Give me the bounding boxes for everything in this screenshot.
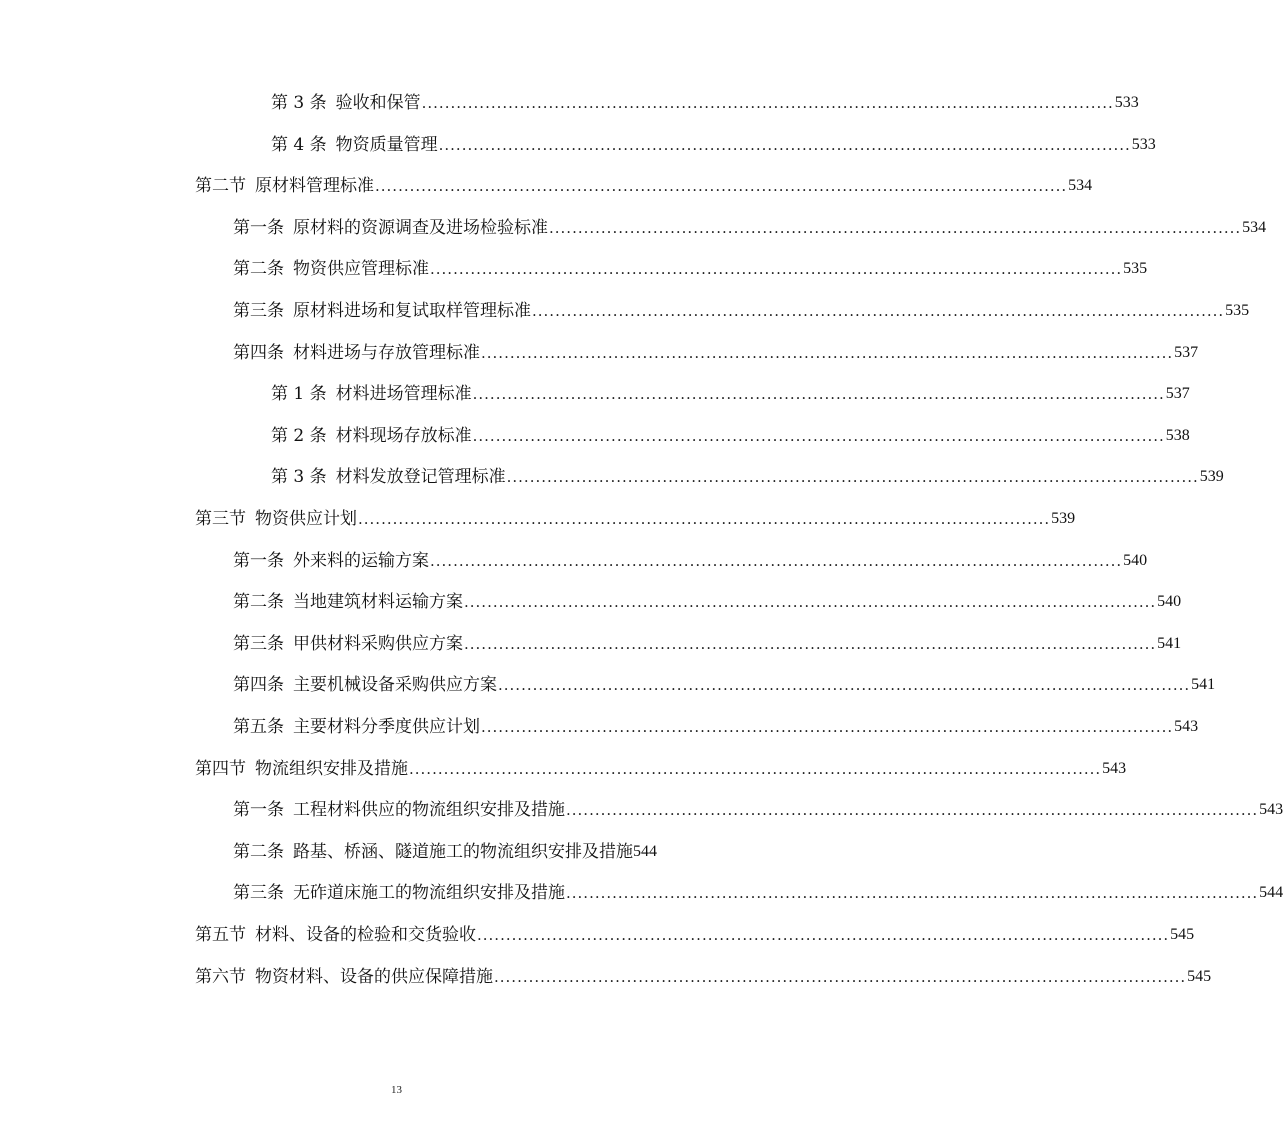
toc-dot-leader: ........................................................................................................................ — [438, 136, 1131, 154]
toc-entry[interactable] — [195, 920, 1195, 946]
page-number: 13 — [391, 1084, 402, 1096]
toc-entry-title: 材料发放登记管理标准 — [335, 467, 506, 487]
toc-entry[interactable] — [233, 338, 1199, 364]
toc-entry-number: 第五条 — [233, 717, 284, 737]
toc-dot-leader: ........................................................................................................................ — [421, 94, 1114, 112]
toc-entry-page: 535 — [1225, 302, 1250, 319]
toc-entry-page: 538 — [1165, 427, 1190, 444]
toc-entry-page: 540 — [1123, 552, 1148, 569]
toc-entry-number: 第二条 — [233, 259, 284, 279]
toc-entry-number: 第 3 条 — [271, 93, 327, 113]
toc-dot-leader: ........................................................................................................................ — [358, 510, 1051, 528]
toc-dot-leader: ........................................................................................................................ — [481, 344, 1174, 362]
toc-entry-title: 材料进场管理标准 — [335, 384, 472, 404]
toc-dot-leader: ........................................................................................................................ — [430, 552, 1123, 570]
toc-entry-page: 543 — [1102, 760, 1127, 777]
toc-entry[interactable] — [233, 670, 1216, 696]
toc-entry-title: 材料进场与存放管理标准 — [293, 343, 480, 363]
toc-entry-page: 540 — [1157, 593, 1182, 610]
toc-entry[interactable] — [271, 462, 1224, 488]
toc-entry-number: 第一条 — [233, 551, 284, 571]
toc-entry[interactable] — [271, 421, 1190, 447]
toc-entry-page: 539 — [1051, 510, 1076, 527]
toc-entry-title: 外来料的运输方案 — [293, 551, 429, 571]
toc-entry-number: 第四节 — [195, 759, 246, 779]
toc-entry-page: 537 — [1174, 344, 1199, 361]
toc-entry[interactable] — [233, 546, 1148, 572]
toc-dot-leader: ........................................................................................................................ — [375, 177, 1068, 195]
toc-entry[interactable] — [195, 962, 1212, 988]
toc-entry-number: 第三条 — [233, 883, 284, 903]
toc-dot-leader: ........................................................................................................................ — [472, 427, 1165, 445]
toc-entry-number: 第 4 条 — [271, 135, 327, 155]
toc-entry-number: 第三节 — [195, 509, 246, 529]
toc-entry-page: 541 — [1157, 635, 1182, 652]
toc-entry-page: 544 — [633, 843, 657, 860]
toc-entry-number: 第三条 — [233, 301, 284, 321]
toc-dot-leader: ........................................................................................................................ — [549, 219, 1242, 237]
toc-entry-number: 第二节 — [195, 176, 246, 196]
toc-entry-title: 当地建筑材料运输方案 — [293, 592, 463, 612]
toc-entry-page: 545 — [1187, 968, 1212, 985]
toc-entry-number: 第二条 — [233, 842, 284, 862]
toc-entry[interactable] — [271, 130, 1156, 156]
toc-entry-page: 543 — [1174, 718, 1199, 735]
toc-entry-page: 539 — [1199, 468, 1224, 485]
toc-dot-leader: ........................................................................................................................ — [506, 468, 1199, 486]
toc-entry[interactable] — [271, 88, 1139, 114]
toc-entry-title: 原材料管理标准 — [255, 176, 374, 196]
toc-entry[interactable] — [195, 754, 1127, 780]
toc-dot-leader: ........................................................................................................................ — [494, 968, 1187, 986]
toc-entry-page: 534 — [1242, 219, 1267, 236]
toc-entry-title: 材料、设备的检验和交货验收 — [255, 925, 476, 945]
toc-entry-title: 主要机械设备采购供应方案 — [293, 675, 497, 695]
toc-entry[interactable] — [233, 213, 1267, 239]
toc-entry-page: 544 — [1259, 884, 1283, 901]
toc-entry-title: 物资质量管理 — [335, 135, 438, 155]
toc-dot-leader: ........................................................................................................................ — [532, 302, 1225, 320]
toc-entry-page: 545 — [1170, 926, 1195, 943]
toc-dot-leader: ........................................................................................................................ — [464, 593, 1157, 611]
toc-entry-number: 第一条 — [233, 800, 284, 820]
toc-entry[interactable] — [233, 254, 1148, 280]
toc-entry[interactable] — [233, 837, 672, 863]
toc-entry-number: 第 3 条 — [271, 467, 327, 487]
toc-entry-title: 主要材料分季度供应计划 — [293, 717, 480, 737]
toc-entry-title: 物流组织安排及措施 — [255, 759, 408, 779]
toc-entry[interactable] — [195, 171, 1093, 197]
toc-entry[interactable] — [233, 712, 1199, 738]
toc-entry-number: 第五节 — [195, 925, 246, 945]
toc-entry-number: 第四条 — [233, 343, 284, 363]
toc-entry[interactable] — [233, 587, 1182, 613]
toc-entry-page: 543 — [1259, 801, 1283, 818]
toc-dot-leader: ........................................................................................................................ — [430, 260, 1123, 278]
toc-dot-leader: ........................................................................................................................ — [498, 676, 1191, 694]
toc-entry-page: 541 — [1191, 676, 1216, 693]
toc-dot-leader: ........................................................................................................................ — [566, 884, 1259, 902]
toc-entry-title: 工程材料供应的物流组织安排及措施 — [293, 800, 565, 820]
toc-entry-title: 物资供应计划 — [255, 509, 357, 529]
toc-entry-title: 验收和保管 — [335, 93, 421, 113]
toc-entry[interactable] — [195, 504, 1076, 530]
toc-entry[interactable] — [233, 878, 1283, 904]
toc-entry[interactable] — [233, 629, 1182, 655]
toc-entry-title: 甲供材料采购供应方案 — [293, 634, 463, 654]
toc-entry-title: 材料现场存放标准 — [335, 426, 472, 446]
toc-entry-page: 535 — [1123, 260, 1148, 277]
toc-entry-title: 物资供应管理标准 — [293, 259, 429, 279]
toc-entry-number: 第六节 — [195, 967, 246, 987]
toc-dot-leader: ........................................................................................................................ — [472, 385, 1165, 403]
toc-dot-leader: ........................................................................................................................ — [481, 718, 1174, 736]
toc-entry-title: 路基、桥涵、隧道施工的物流组织安排及措施 — [293, 842, 633, 862]
toc-entry-number: 第四条 — [233, 675, 284, 695]
toc-entry-number: 第 1 条 — [271, 384, 327, 404]
toc-dot-leader: ........................................................................................................................ — [566, 801, 1259, 819]
toc-entry-number: 第一条 — [233, 218, 284, 238]
toc-entry[interactable] — [233, 795, 1283, 821]
toc-dot-leader: ........................................................................................................................ — [477, 926, 1170, 944]
toc-dot-leader: ........................................................................................................................ — [464, 635, 1157, 653]
toc-entry-title: 物资材料、设备的供应保障措施 — [255, 967, 493, 987]
toc-entry-title: 无砟道床施工的物流组织安排及措施 — [293, 883, 565, 903]
toc-entry-number: 第三条 — [233, 634, 284, 654]
toc-entry-number: 第 2 条 — [271, 426, 327, 446]
toc-entry-title: 原材料的资源调查及进场检验标准 — [293, 218, 548, 238]
toc-entry-page: 533 — [1114, 94, 1139, 111]
toc-dot-leader: ........................................................................................................................ — [409, 760, 1102, 778]
toc-entry-number: 第二条 — [233, 592, 284, 612]
toc-entry[interactable] — [233, 296, 1250, 322]
toc-entry-title: 原材料进场和复试取样管理标准 — [293, 301, 531, 321]
toc-entry-page: 533 — [1131, 136, 1156, 153]
toc-entry[interactable] — [271, 379, 1190, 405]
toc-entry-page: 534 — [1068, 177, 1093, 194]
toc-entry-page: 537 — [1165, 385, 1190, 402]
